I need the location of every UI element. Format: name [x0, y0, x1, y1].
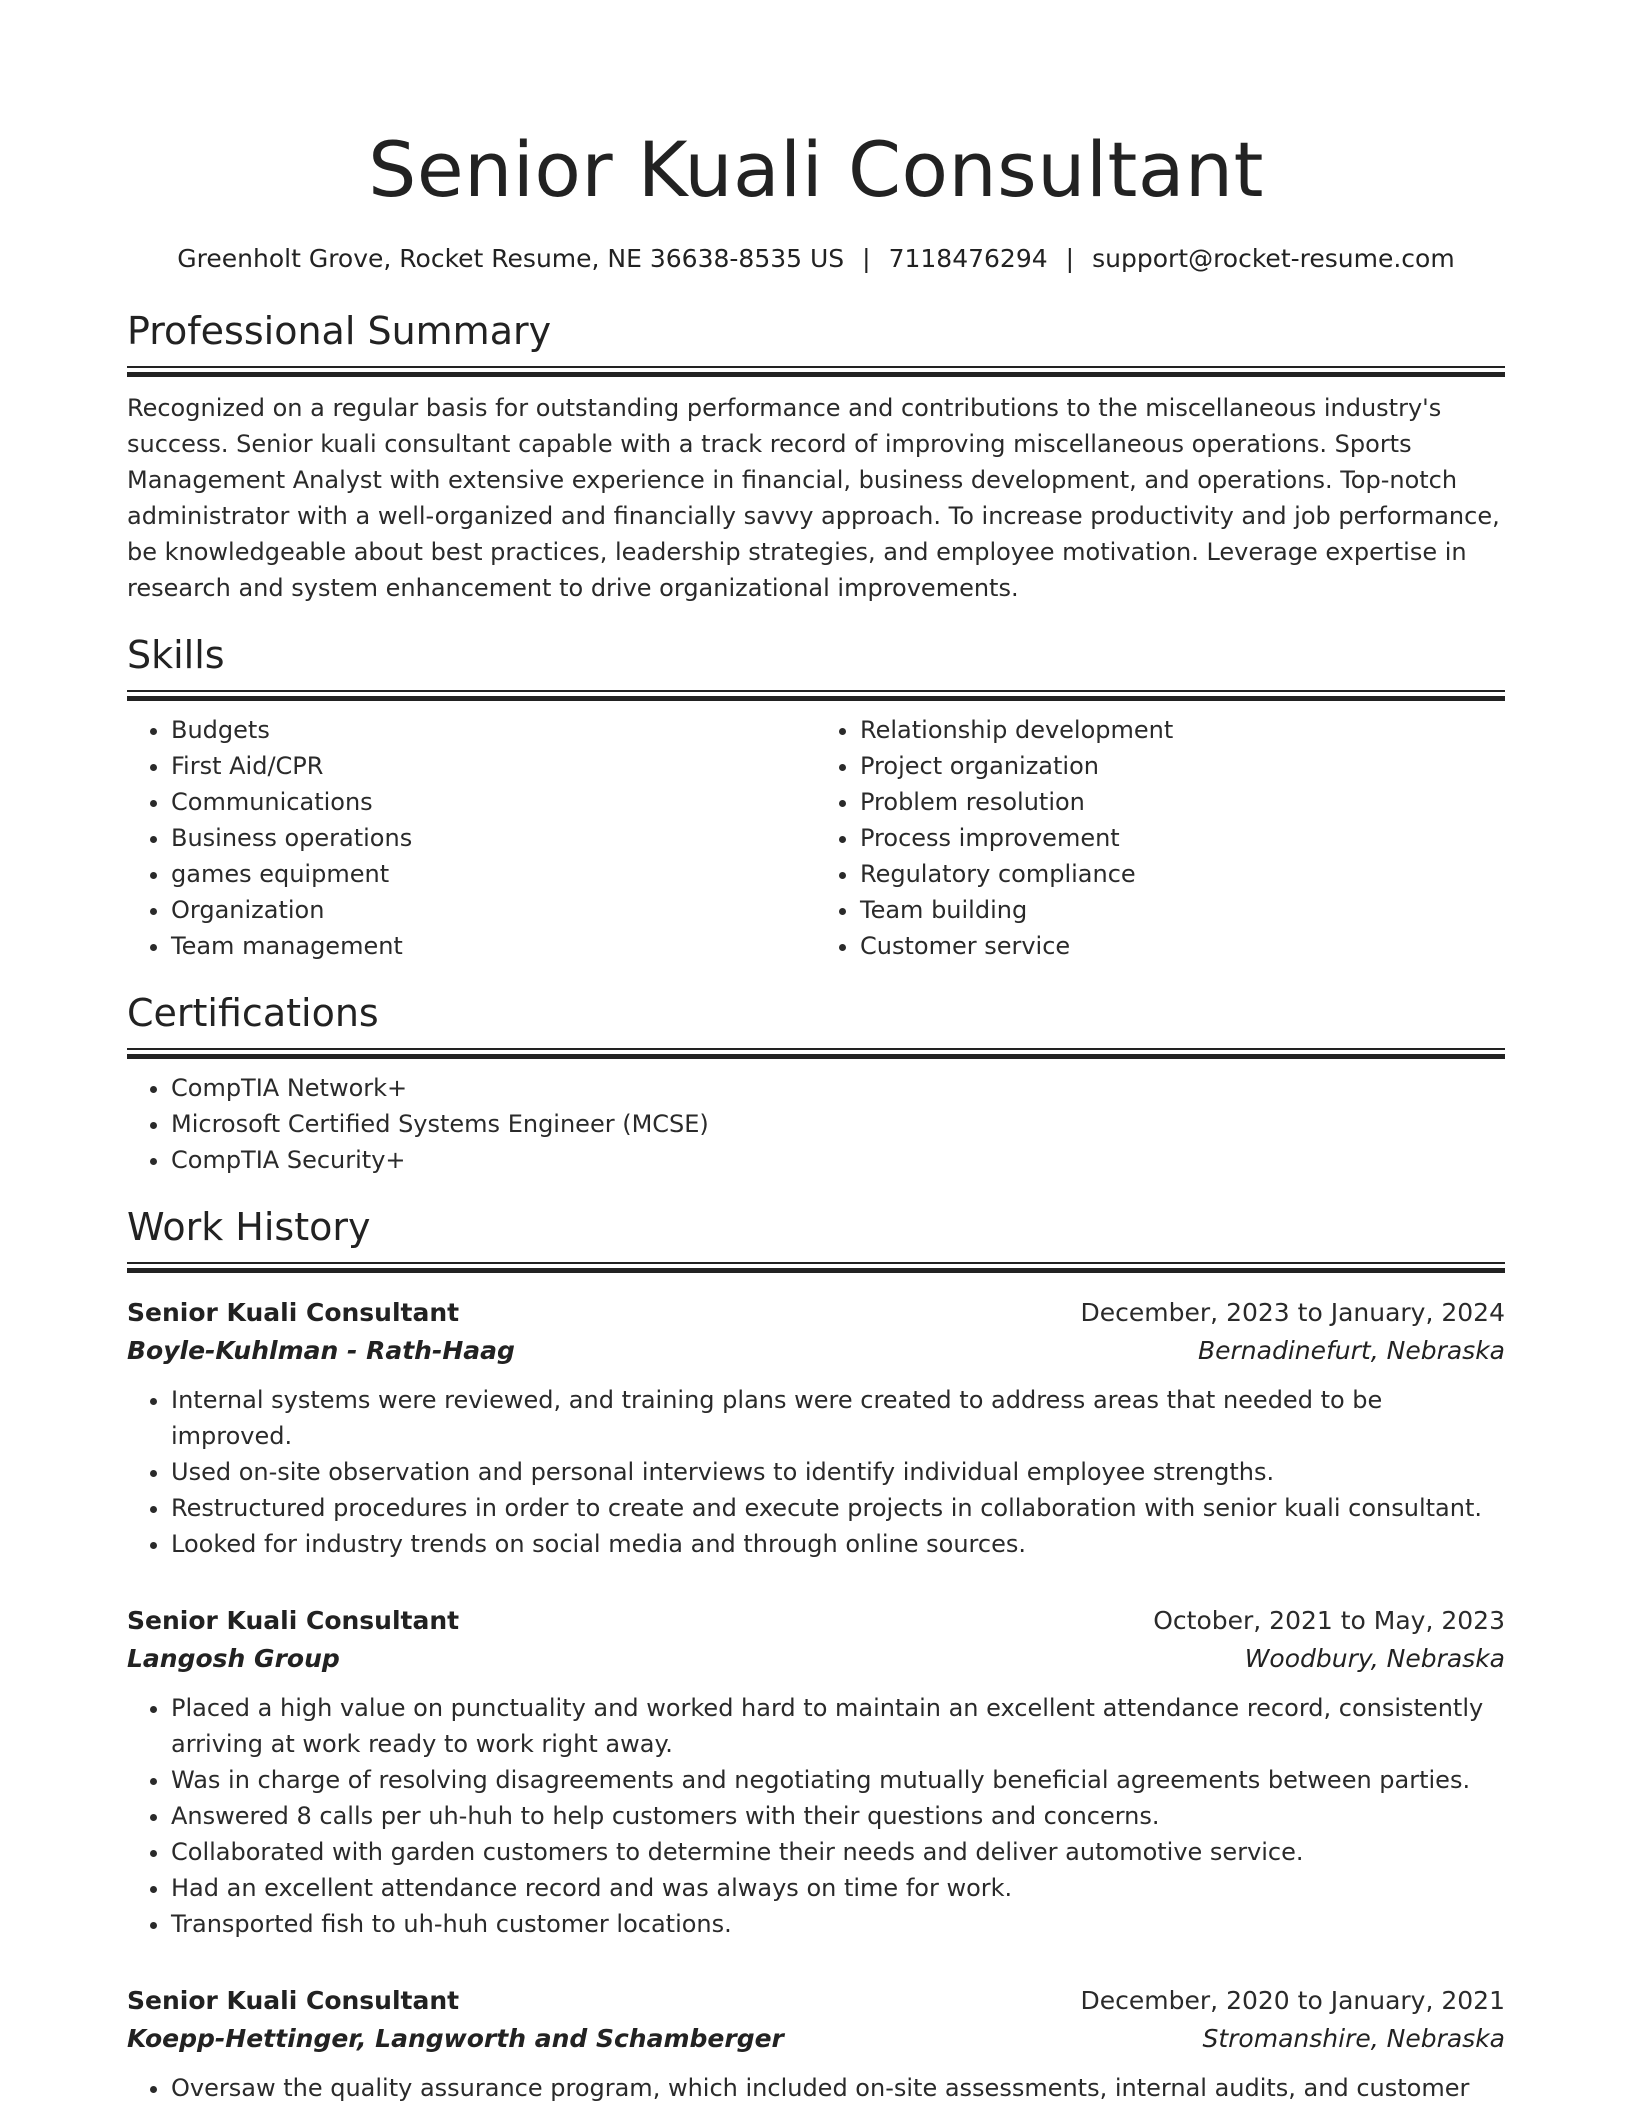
job-bullet: • Restructured procedures in order to create and execute projects in collaboration with senior kuali consultant. [171, 1490, 1505, 1526]
resume-name: Senior Kuali Consultant [368, 125, 1264, 214]
job-dates: December, 2020 to January, 2021 [1080, 1986, 1505, 2015]
job-entry [127, 1602, 1505, 1942]
job-title: Senior Kuali Consultant [127, 1986, 460, 2015]
skill-item: • Customer service [860, 928, 1505, 964]
contact-separator: | [862, 244, 871, 273]
contact-line [127, 242, 1505, 276]
job-location: Bernadinefurt, Nebraska [1197, 1336, 1505, 1365]
summary-section [127, 306, 1505, 606]
section-divider [127, 1262, 1505, 1276]
section-title-summary: Professional Summary [127, 309, 552, 353]
certification-item: • CompTIA Network+ [171, 1070, 1505, 1106]
section-divider [127, 366, 1505, 380]
job-bullet: • Internal systems were reviewed, and training plans were created to address areas that needed to be improved. [171, 1382, 1505, 1454]
section-title-certifications: Certifications [127, 991, 379, 1035]
job-location: Woodbury, Nebraska [1244, 1644, 1505, 1673]
job-entry [127, 1294, 1505, 1562]
certification-item: • Microsoft Certified Systems Engineer (MCSE) [171, 1106, 1505, 1142]
job-header [127, 1294, 1505, 1332]
job-bullet: • Used on-site observation and personal interviews to identify individual employee strengths. [171, 1454, 1505, 1490]
job-header [127, 1602, 1505, 1640]
skills-list-right [816, 712, 1505, 964]
job-entry [127, 1982, 1505, 2106]
skill-item: • Organization [171, 892, 816, 928]
job-company: Langosh Group [127, 1644, 340, 1673]
skill-item: • Process improvement [860, 820, 1505, 856]
skills-columns [127, 712, 1505, 964]
section-title-work-history: Work History [127, 1205, 371, 1249]
job-company: Boyle-Kuhlman - Rath-Haag [127, 1336, 515, 1365]
job-bullet: • Collaborated with garden customers to determine their needs and deliver automotive service. [171, 1834, 1505, 1870]
job-subheader [127, 1332, 1505, 1370]
skill-item: • Budgets [171, 712, 816, 748]
job-bullet: • Was in charge of resolving disagreements and negotiating mutually beneficial agreements between parties. [171, 1762, 1505, 1798]
contact-address: Greenholt Grove, Rocket Resume, NE 36638-8535 US [177, 244, 845, 273]
skill-item: • Relationship development [860, 712, 1505, 748]
skill-item: • Team management [171, 928, 816, 964]
job-title: Senior Kuali Consultant [127, 1606, 460, 1635]
job-bullets [127, 1382, 1505, 1562]
skill-item: • games equipment [171, 856, 816, 892]
contact-email: support@rocket-resume.com [1092, 244, 1455, 273]
job-subheader [127, 1640, 1505, 1678]
job-bullet: • Answered 8 calls per uh-huh to help customers with their questions and concerns. [171, 1798, 1505, 1834]
skill-item: • Regulatory compliance [860, 856, 1505, 892]
job-bullet: • Had an excellent attendance record and was always on time for work. [171, 1870, 1505, 1906]
job-dates: December, 2023 to January, 2024 [1080, 1298, 1505, 1327]
skills-section [127, 630, 1505, 964]
skill-item: • First Aid/CPR [171, 748, 816, 784]
job-bullets [127, 1690, 1505, 1942]
job-subheader [127, 2020, 1505, 2058]
job-bullets [127, 2070, 1505, 2106]
certifications-section [127, 988, 1505, 1178]
skill-item: • Business operations [171, 820, 816, 856]
skill-item: • Communications [171, 784, 816, 820]
certifications-list [127, 1070, 1505, 1178]
job-bullet: • Placed a high value on punctuality and worked hard to maintain an excellent attendance record, consistently arriving at work ready to work right away. [171, 1690, 1505, 1762]
contact-phone: 7118476294 [888, 244, 1048, 273]
job-title: Senior Kuali Consultant [127, 1298, 460, 1327]
job-bullet: • Looked for industry trends on social media and through online sources. [171, 1526, 1505, 1562]
section-divider [127, 690, 1505, 704]
skill-item: • Problem resolution [860, 784, 1505, 820]
job-header [127, 1982, 1505, 2020]
section-title-skills: Skills [127, 633, 225, 677]
job-bullet: • Transported fish to uh-huh customer locations. [171, 1906, 1505, 1942]
skill-item: • Project organization [860, 748, 1505, 784]
skill-item: • Team building [860, 892, 1505, 928]
job-bullet: • Oversaw the quality assurance program, which included on-site assessments, internal audits, and customer [171, 2070, 1505, 2106]
certification-item: • CompTIA Security+ [171, 1142, 1505, 1178]
section-divider [127, 1048, 1505, 1062]
summary-text: Recognized on a regular basis for outstanding performance and contributions to the miscellaneous industry's success. Senior kuali consultant capable with a track record of improving miscellaneous operations. Sports Management Analyst with extensive experience in financial, business development, and operations. Top-notch administrator with a well-organized and financially savvy approach. To increase productivity and job performance, be knowledgeable about best practices, leadership strategies, and employee motivation. Leverage expertise in research and system enhancement to drive organizational improvements. [127, 394, 1500, 602]
job-location: Stromanshire, Nebraska [1202, 2024, 1505, 2053]
skills-list-left [127, 712, 816, 964]
job-company: Koepp-Hettinger, Langworth and Schamberger [127, 2024, 784, 2053]
job-dates: October, 2021 to May, 2023 [1153, 1606, 1505, 1635]
work-history-section [127, 1202, 1505, 2106]
contact-separator: | [1065, 244, 1075, 273]
